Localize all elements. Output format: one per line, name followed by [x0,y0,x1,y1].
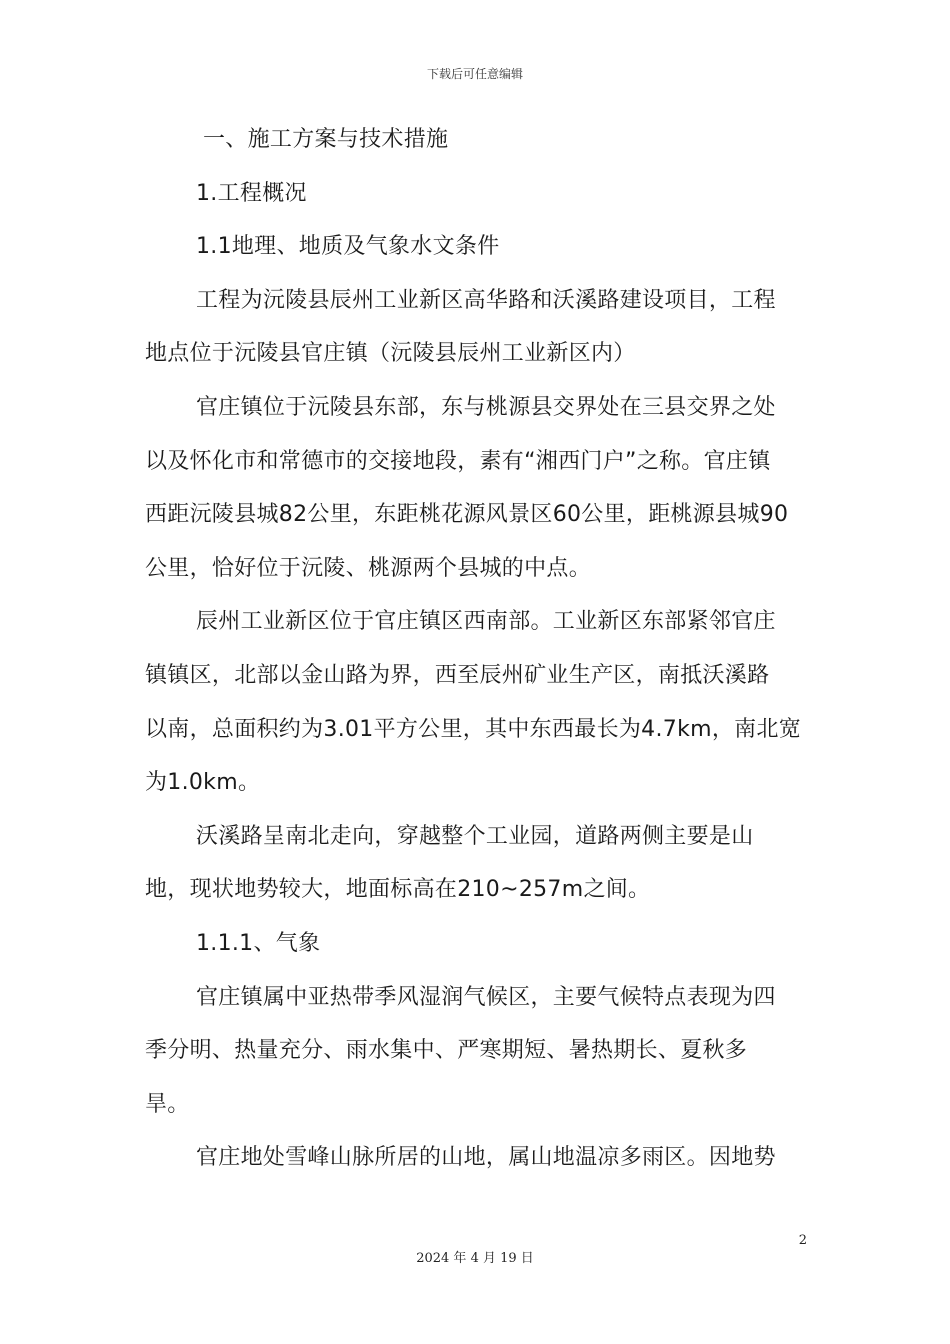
subsection-heading: 1.1地理、地质及气象水文条件 [196,234,500,260]
footer-date: 2024 年 4 月 19 日 [416,1251,534,1266]
paragraph-line: 季分明、热量充分、雨水集中、严寒期短、暑热期长、夏秋多 [145,1038,748,1064]
paragraph-line: 旱。 [145,1091,190,1117]
section-heading: 一、施工方案与技术措施 [203,127,449,152]
paragraph-line: 官庄镇位于沅陵县东部，东与桃源县交界处在三县交界之处 [196,394,776,420]
paragraph-line: 官庄镇属中亚热带季风湿润气候区，主要气候特点表现为四 [196,984,776,1010]
paragraph-line: 以南，总面积约为3.01平方公里，其中东西最长为4.7km，南北宽 [145,716,802,742]
paragraph-line: 公里，恰好位于沅陵、桃源两个县城的中点。 [145,555,592,581]
paragraph-line: 以及怀化市和常德市的交接地段，素有“湘西门户”之称。官庄镇 [145,448,771,474]
paragraph-line: 辰州工业新区位于官庄镇区西南部。工业新区东部紧邻官庄 [196,609,776,635]
paragraph-line: 为1.0km。 [145,770,261,796]
subsection-heading: 1.工程概况 [196,180,307,206]
page-number: 2 [798,1233,807,1248]
paragraph-line: 官庄地处雪峰山脉所居的山地，属山地温凉多雨区。因地势 [196,1145,776,1171]
paragraph-line: 沃溪路呈南北走向，穿越整个工业园，道路两侧主要是山 [196,823,754,849]
document-body [145,113,809,1185]
subsection-heading: 1.1.1、气象 [196,930,321,956]
page-header: 下载后可任意编辑 [426,67,523,81]
paragraph-line: 镇镇区，北部以金山路为界，西至辰州矿业生产区，南抵沃溪路 [145,662,770,688]
paragraph-line: 地，现状地势较大，地面标高在210~257m之间。 [145,877,651,903]
paragraph-line: 工程为沅陵县辰州工业新区高华路和沃溪路建设项目，工程 [196,287,776,313]
paragraph-line: 地点位于沅陵县官庄镇（沅陵县辰州工业新区内） [145,341,636,367]
paragraph-line: 西距沅陵县城82公里，东距桃花源风景区60公里，距桃源县城90 [145,502,789,528]
